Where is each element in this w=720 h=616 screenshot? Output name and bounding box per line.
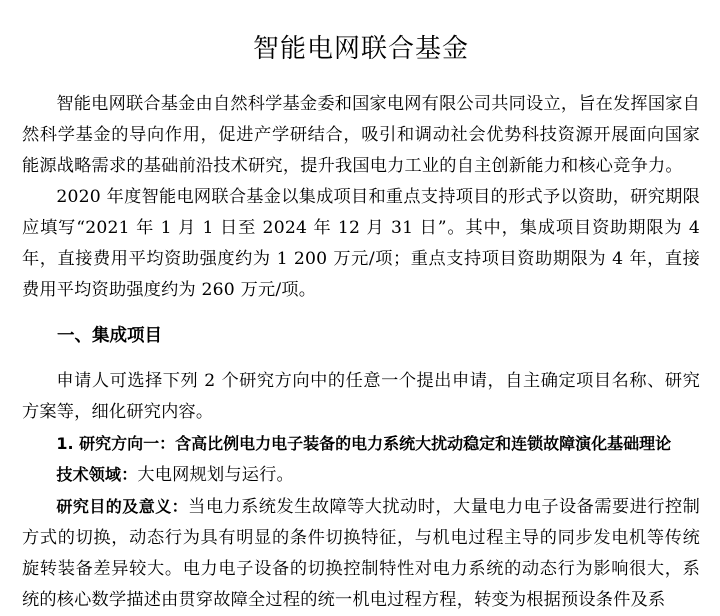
research-purpose-paragraph	[22, 491, 700, 616]
section-intro-paragraph: 申请人可选择下列 2 个研究方向中的任意一个提出申请，自主确定项目名称、研究方案等，细化研究内容。	[22, 371, 700, 422]
technical-field-paragraph	[22, 459, 700, 491]
research-direction-1-heading: 1. 研究方向一：含高比例电力电子装备的电力系统大扰动稳定和连锁故障演化基础理论	[56, 434, 672, 453]
research-purpose-label: 研究目的及意义：	[56, 497, 189, 516]
section-heading-integrated-projects: 一、集成项目	[57, 326, 162, 346]
technical-field-value: 大电网规划与运行。	[137, 465, 294, 485]
document-title: 智能电网联合基金	[252, 34, 469, 64]
research-purpose-text: 当电力系统发生故障等大扰动时，大量电力电子设备需要进行控制方式的切换，动态行为具有明显的条件切换特征，与机电过程主导的同步发电机等传统旋转装备差异较大。电力电子设备的切换控制特性对电力系统的动态行为影响很大，系统的核心数学描述由贯穿故障全过程的统一机电过程方程，转变为根据预设条件及系	[22, 497, 700, 610]
technical-field-label: 技术领域：	[56, 465, 138, 484]
intro-paragraph-2: 2020 年度智能电网联合基金以集成项目和重点支持项目的形式予以资助，研究期限应填写“2021 年 1 月 1 日至 2024 年 12 月 31 日”。其中，集成项目资助期限为 4 年，直接费用平均资助强度约为 1 200 万元/项；重点支持项目资助期限为 4 年，直接费用平均资助强度约为 260 万元/项。	[22, 187, 700, 300]
document-page	[22, 0, 700, 616]
intro-paragraph-1: 智能电网联合基金由自然科学基金委和国家电网有限公司共同设立，旨在发挥国家自然科学基金的导向作用，促进产学研结合，吸引和调动社会优势科技资源开展面向国家能源战略需求的基础前沿技术研究，提升我国电力工业的自主创新能力和核心竞争力。	[22, 94, 700, 176]
